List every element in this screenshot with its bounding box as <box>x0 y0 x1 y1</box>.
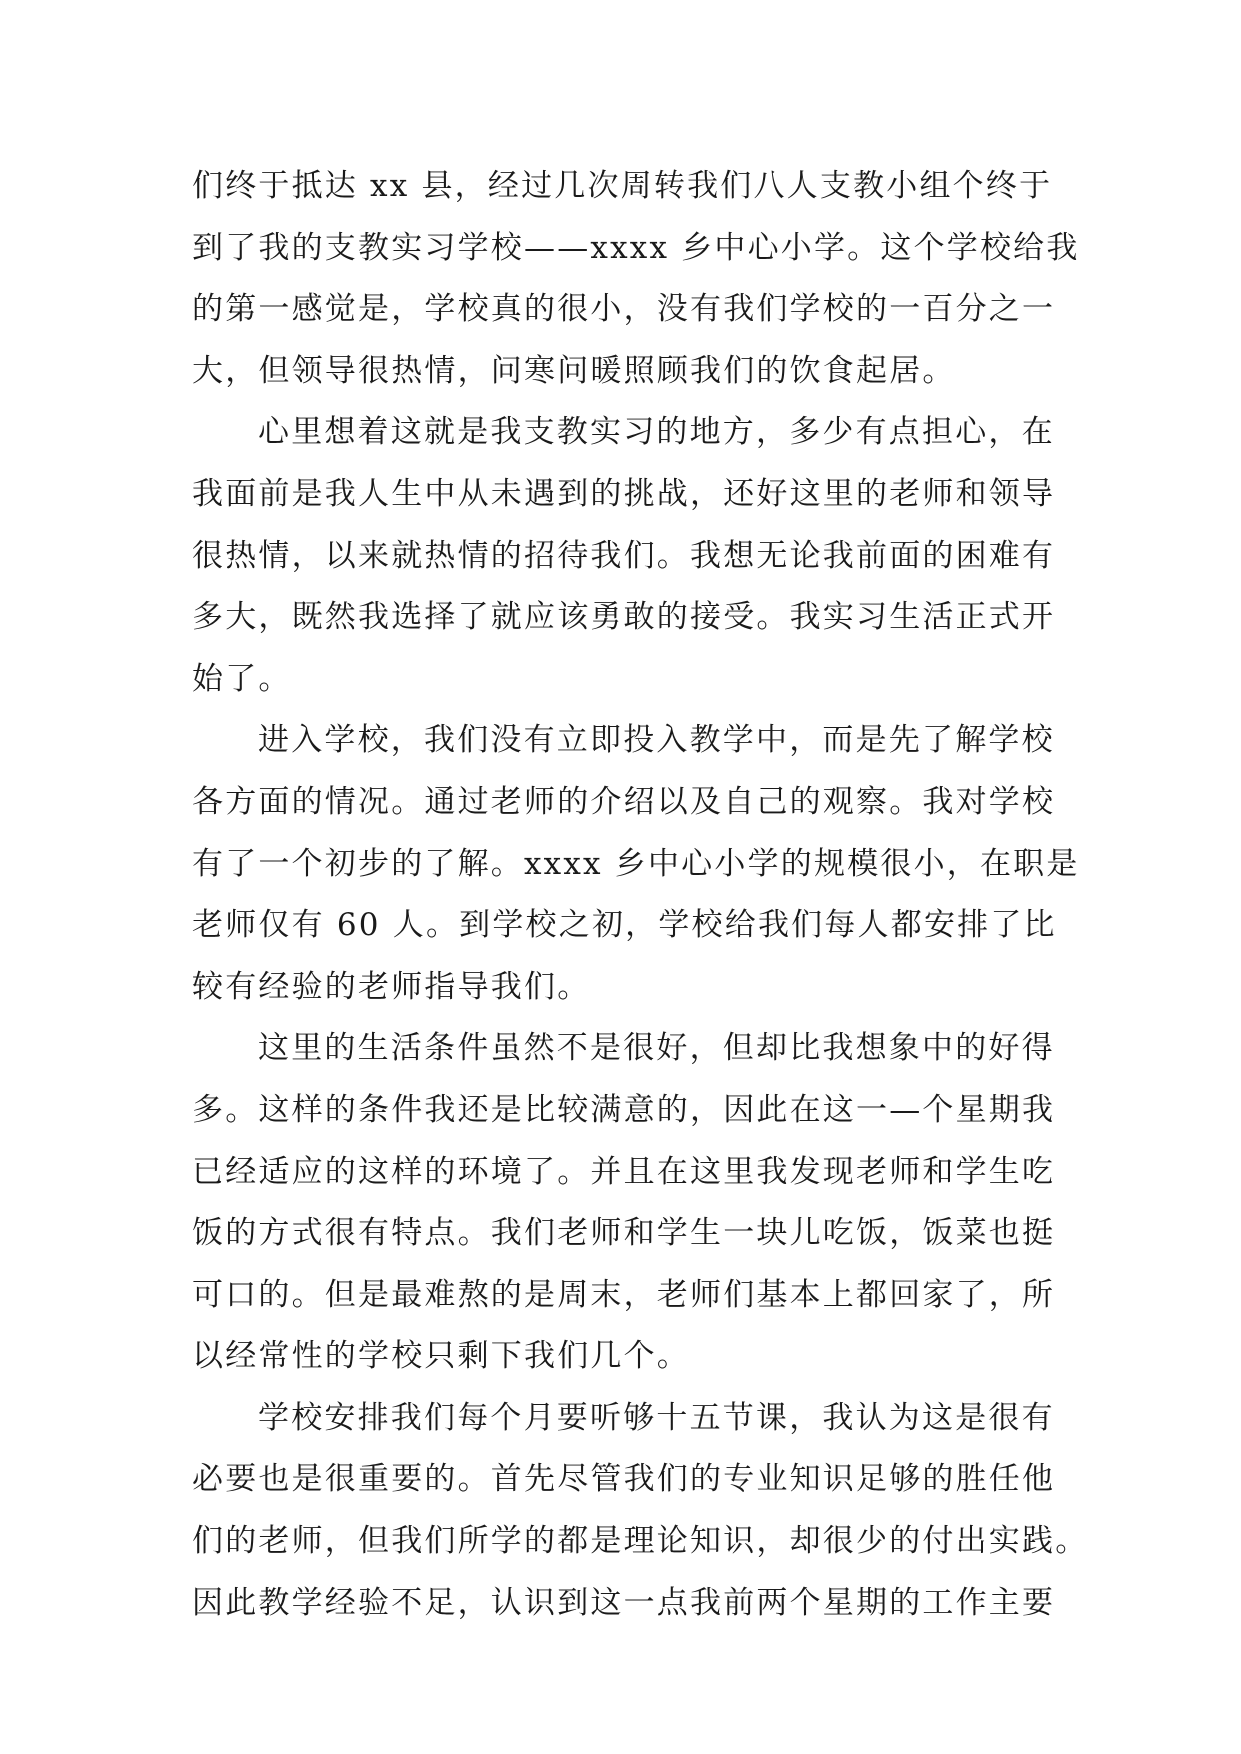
text-line: 有了一个初步的了解。xxxx 乡中心小学的规模很小，在职是 <box>192 845 1080 882</box>
text-line: 较有经验的老师指导我们。 <box>192 968 591 1005</box>
text-line: 已经适应的这样的环境了。并且在这里我发现老师和学生吃 <box>192 1153 1056 1190</box>
text-line: 多大，既然我选择了就应该勇敢的接受。我实习生活正式开 <box>192 599 1056 636</box>
text-line: 的第一感觉是，学校真的很小，没有我们学校的一百分之一 <box>192 291 1056 328</box>
text-line: 始了。 <box>192 660 292 697</box>
text-line: 很热情，以来就热情的招待我们。我想无论我前面的困难有 <box>192 537 1056 574</box>
text-line: 大，但领导很热情，问寒问暖照顾我们的饮食起居。 <box>192 352 956 389</box>
text-line: 各方面的情况。通过老师的介绍以及自己的观察。我对学校 <box>192 783 1056 820</box>
text-line: 必要也是很重要的。首先尽管我们的专业知识足够的胜任他 <box>192 1461 1056 1498</box>
text-line: 因此教学经验不足，认识到这一点我前两个星期的工作主要 <box>192 1584 1056 1621</box>
paragraph-first-line: 这里的生活条件虽然不是很好，但却比我想象中的好得 <box>258 1030 1055 1067</box>
text-line: 饭的方式很有特点。我们老师和学生一块儿吃饭，饭菜也挺 <box>192 1215 1056 1252</box>
paragraph-first-line: 心里想着这就是我支教实习的地方，多少有点担心，在 <box>258 414 1055 451</box>
text-line: 多。这样的条件我还是比较满意的，因此在这一—个星期我 <box>192 1091 1056 1128</box>
text-line: 们终于抵达 xx 县，经过几次周转我们八人支教小组个终于 <box>192 168 1053 204</box>
text-line: 可口的。但是最难熬的是周末，老师们基本上都回家了，所 <box>192 1276 1056 1313</box>
text-line: 们的老师，但我们所学的都是理论知识，却很少的付出实践。 <box>192 1523 1089 1560</box>
paragraph-first-line: 进入学校，我们没有立即投入教学中，而是先了解学校 <box>258 722 1055 759</box>
text-line: 老师仅有 60 人。到学校之初，学校给我们每人都安排了比 <box>192 907 1057 944</box>
text-line: 以经常性的学校只剩下我们几个。 <box>192 1338 690 1375</box>
paragraph-first-line: 学校安排我们每个月要听够十五节课，我认为这是很有 <box>258 1399 1055 1436</box>
text-line: 到了我的支教实习学校——xxxx 乡中心小学。这个学校给我 <box>192 229 1080 266</box>
text-line: 我面前是我人生中从未遇到的挑战，还好这里的老师和领导 <box>192 475 1056 512</box>
body-text <box>192 156 1089 1634</box>
